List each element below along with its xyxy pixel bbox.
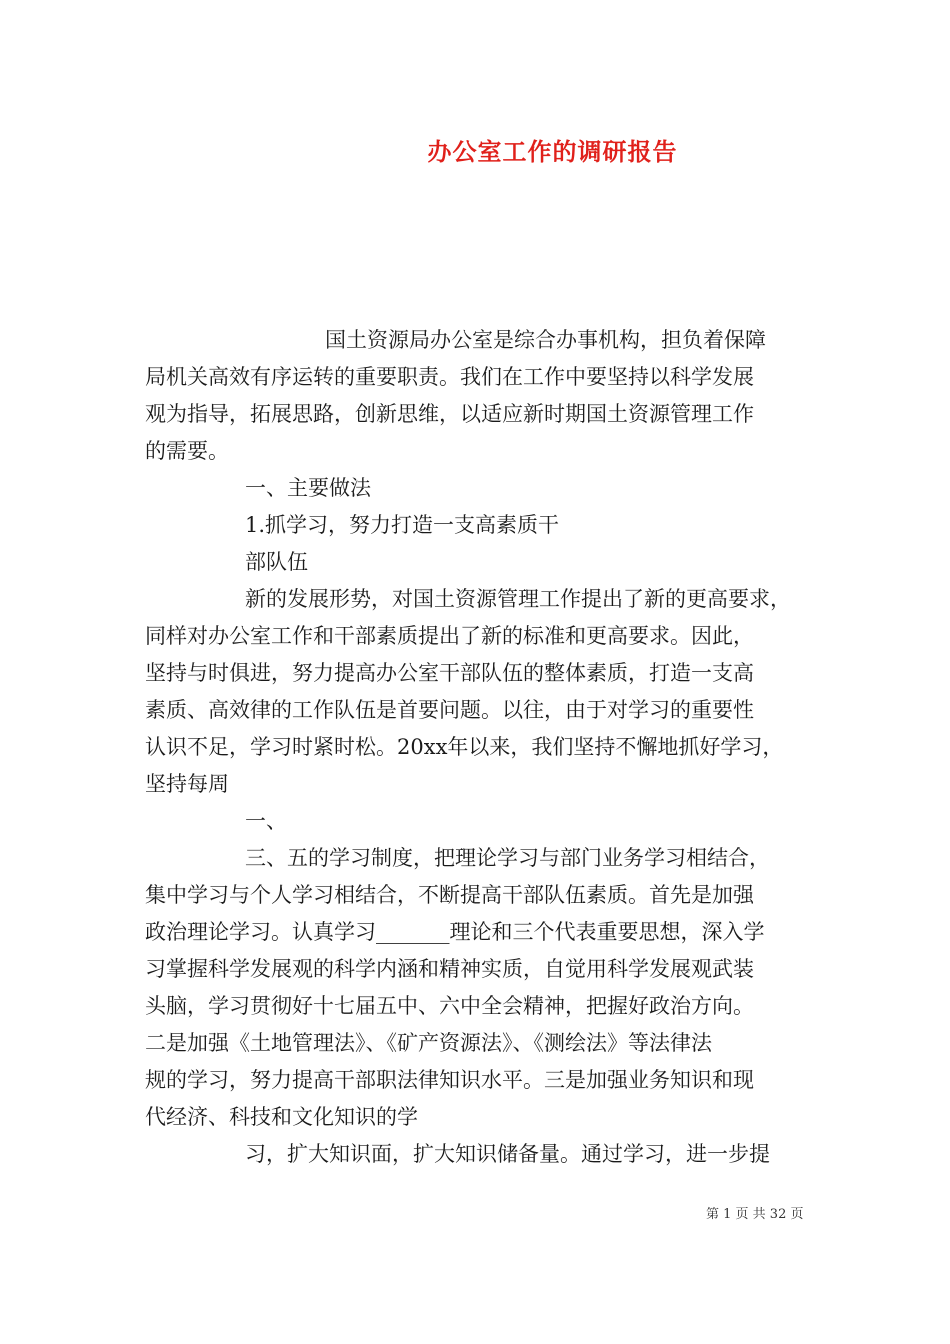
subsection-heading-cont: 部队伍 xyxy=(245,550,308,574)
paragraph-line: 素质、高效律的工作队伍是首要问题。以往，由于对学习的重要性 xyxy=(145,698,754,722)
paragraph-line: 局机关高效有序运转的重要职责。我们在工作中要坚持以科学发展 xyxy=(145,365,754,389)
paragraph-line: 习掌握科学发展观的科学内涵和精神实质，自觉用科学发展观武装 xyxy=(145,957,754,981)
paragraph-line: 二是加强《土地管理法》、《矿产资源法》、《测绘法》等法律法 xyxy=(145,1031,712,1055)
paragraph-line: 代经济、科技和文化知识的学 xyxy=(145,1105,418,1129)
paragraph-line: 政治理论学习。认真学习_______理论和三个代表重要思想，深入学 xyxy=(145,920,765,944)
page-number: 第 1 页 共 32 页 xyxy=(706,1207,804,1222)
paragraph-line: 国土资源局办公室是综合办事机构，担负着保障 xyxy=(325,328,766,352)
section-heading: 一、主要做法 xyxy=(245,476,371,500)
paragraph-line: 习，扩大知识面，扩大知识储备量。通过学习，进一步提 xyxy=(245,1142,770,1166)
paragraph-line: 观为指导，拓展思路，创新思维，以适应新时期国土资源管理工作 xyxy=(145,402,754,426)
subsection-heading: 1.抓学习，努力打造一支高素质干 xyxy=(245,513,560,537)
paragraph-line: 坚持与时俱进，努力提高办公室干部队伍的整体素质，打造一支高 xyxy=(145,661,754,685)
paragraph-line: 坚持每周 xyxy=(145,772,229,796)
document-title: 办公室工作的调研报告 xyxy=(427,137,678,166)
paragraph-line: 认识不足，学习时紧时松。20xx年以来，我们坚持不懈地抓好学习， xyxy=(145,735,784,759)
document-body xyxy=(145,322,810,1173)
paragraph-line: 新的发展形势，对国土资源管理工作提出了新的更高要求， xyxy=(245,587,791,611)
paragraph-line: 三、五的学习制度，把理论学习与部门业务学习相结合， xyxy=(245,846,770,870)
paragraph-line: 的需要。 xyxy=(145,439,229,463)
paragraph-line: 头脑，学习贯彻好十七届五中、六中全会精神，把握好政治方向。 xyxy=(145,994,754,1018)
paragraph-line: 集中学习与个人学习相结合，不断提高干部队伍素质。首先是加强 xyxy=(145,883,754,907)
paragraph-line: 同样对办公室工作和干部素质提出了新的标准和更高要求。因此， xyxy=(145,624,754,648)
paragraph-line: 规的学习，努力提高干部职法律知识水平。三是加强业务知识和现 xyxy=(145,1068,754,1092)
paragraph-line: 一、 xyxy=(245,809,287,833)
